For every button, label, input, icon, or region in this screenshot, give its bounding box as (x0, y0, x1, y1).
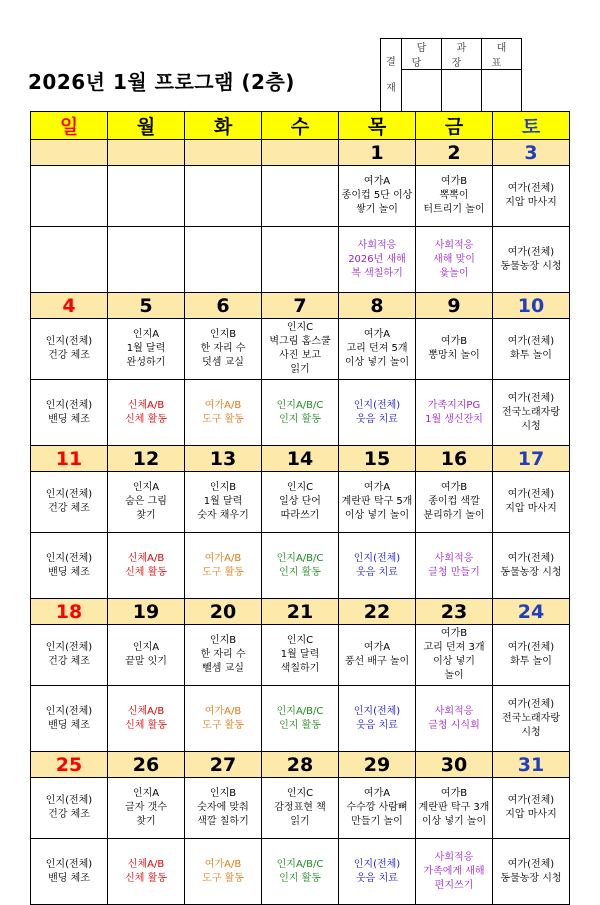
activity-text: 인지A/B/C 인지 활동 (276, 552, 324, 578)
activity-text: 인지A/B/C 인지 활동 (276, 705, 324, 731)
activity-cell (416, 227, 493, 293)
activity-text: 여가A/B 도구 활동 (202, 705, 244, 731)
date-cell: 13 (185, 446, 262, 472)
activity-text: 인지(전체) 밴딩 체조 (45, 399, 93, 425)
activity-text: 여가A/B 도구 활동 (202, 858, 244, 884)
weekday-sun: 일 (31, 112, 108, 140)
activity-cell (185, 166, 262, 227)
date-cell: 29 (339, 752, 416, 778)
date-cell: 3 (493, 140, 570, 166)
activity-text: 인지(전체) 건강 체조 (45, 642, 93, 667)
activity-text: 사회적응 새해 맞이 윷놀이 (433, 239, 475, 279)
activity-text: 인지A 글자 갯수 찾기 (125, 788, 167, 827)
activity-cell (108, 778, 185, 839)
date-cell: 27 (185, 752, 262, 778)
activity-cell (262, 472, 339, 533)
activity-cell (416, 166, 493, 227)
activity-text: 여가B 계란판 탁구 3개 이상 넣기 놀이 (418, 788, 490, 827)
weekday-header-row (31, 112, 570, 140)
activity-text: 인지(전체) 웃음 치료 (353, 858, 401, 884)
activity-cell (339, 686, 416, 752)
date-row (31, 140, 570, 166)
activity-cell (108, 625, 185, 686)
activity-text: 사회적응 가족에게 새해 편지쓰기 (423, 851, 485, 891)
activity-text: 여가(전체) 전국노래자랑 시청 (502, 392, 560, 432)
activity-text: 인지A 숨은 그림 찾기 (125, 482, 167, 521)
activity-cell (339, 227, 416, 293)
date-row (31, 446, 570, 472)
activity-cell (339, 625, 416, 686)
date-row (31, 293, 570, 319)
activity-cell (493, 472, 570, 533)
activity-cell (493, 625, 570, 686)
date-cell: 2 (416, 140, 493, 166)
activity-text: 여가A 종이컵 5단 이상 쌓기 놀이 (341, 176, 413, 215)
activity-text: 인지B 한 자리 수 덧셈 교실 (200, 329, 246, 368)
date-cell (262, 140, 339, 166)
activity-cell (108, 227, 185, 293)
activity-cell (185, 319, 262, 380)
date-cell: 8 (339, 293, 416, 319)
activity-text: 여가(전체) 동물농장 시청 (500, 858, 562, 884)
activity-cell (108, 533, 185, 599)
activity-cell (185, 778, 262, 839)
activity-cell (185, 533, 262, 599)
activity-text: 신체A/B 신체 활동 (125, 552, 167, 578)
activity-text: 여가A 풍선 배구 놀이 (344, 642, 410, 667)
activity-cell (493, 319, 570, 380)
activity-cell (185, 686, 262, 752)
activity-text: 인지C 일상 단어 따라쓰기 (279, 482, 321, 521)
approval-sign-chief[interactable] (442, 70, 482, 113)
activity-cell (493, 227, 570, 293)
approval-sign-ceo[interactable] (482, 70, 522, 113)
activity-cell (416, 319, 493, 380)
approval-header-ceo: 대표 (482, 39, 522, 70)
approval-header-manager: 담당 (402, 39, 442, 70)
approval-header-chief: 과장 (442, 39, 482, 70)
weekday-sat: 토 (493, 112, 570, 140)
date-cell: 28 (262, 752, 339, 778)
activity-text: 신체A/B 신체 활동 (125, 858, 167, 884)
date-cell: 4 (31, 293, 108, 319)
activity-cell (416, 686, 493, 752)
activity-text: 인지B 한 자리 수 뺄셈 교실 (200, 635, 246, 674)
activity-text: 여가(전체) 동물농장 시청 (500, 552, 562, 578)
date-cell (31, 140, 108, 166)
weekday-wed: 수 (262, 112, 339, 140)
date-cell: 1 (339, 140, 416, 166)
activity-cell (262, 625, 339, 686)
activity-cell (262, 686, 339, 752)
activity-text: 여가(전체) 화투 놀이 (507, 642, 555, 667)
activity-cell (339, 380, 416, 446)
activity-cell (108, 319, 185, 380)
date-cell: 25 (31, 752, 108, 778)
activity-text: 인지C 벽그림 홈스쿨 사진 보고 읽기 (269, 322, 331, 375)
activity-text: 인지(전체) 건강 체조 (45, 336, 93, 361)
activity-cell (31, 686, 108, 752)
calendar-table (30, 111, 570, 905)
activity-text: 여가A 수수깡 사람뼈 만들기 놀이 (346, 788, 408, 827)
activity-row (31, 839, 570, 905)
activity-cell (31, 319, 108, 380)
date-cell: 11 (31, 446, 108, 472)
activity-row (31, 227, 570, 293)
activity-text: 여가A 계란판 탁구 5개 이상 넣기 놀이 (341, 482, 413, 521)
activity-text: 여가(전체) 지압 마사지 (505, 795, 557, 820)
activity-row (31, 319, 570, 380)
activity-cell (185, 380, 262, 446)
activity-cell (31, 380, 108, 446)
activity-text: 사회적응 2026년 새해 복 색칠하기 (348, 239, 406, 279)
activity-cell (31, 625, 108, 686)
activity-cell (185, 625, 262, 686)
activity-cell (108, 686, 185, 752)
activity-cell (31, 533, 108, 599)
activity-text: 여가A/B 도구 활동 (202, 552, 244, 578)
activity-text: 인지A/B/C 인지 활동 (276, 399, 324, 425)
activity-text: 인지(전체) 밴딩 체조 (45, 552, 93, 578)
activity-cell (262, 778, 339, 839)
activity-cell (339, 472, 416, 533)
activity-cell (262, 227, 339, 293)
date-cell: 6 (185, 293, 262, 319)
weekday-fri: 금 (416, 112, 493, 140)
activity-cell (416, 625, 493, 686)
activity-cell (339, 839, 416, 905)
activity-text: 여가A/B 도구 활동 (202, 399, 244, 425)
date-cell: 31 (493, 752, 570, 778)
activity-text: 인지A 끝말 잇기 (125, 642, 167, 667)
activity-text: 여가B 뽁뽁이 터트리기 놀이 (423, 176, 485, 215)
activity-cell (185, 472, 262, 533)
activity-cell (108, 380, 185, 446)
activity-cell (262, 839, 339, 905)
activity-text: 사회적응 글청 시식회 (428, 705, 480, 731)
page-title: 2026년 1월 프로그램 (2층) (28, 70, 295, 94)
date-cell: 17 (493, 446, 570, 472)
activity-text: 여가(전체) 화투 놀이 (507, 336, 555, 361)
date-cell: 26 (108, 752, 185, 778)
activity-cell (31, 227, 108, 293)
activity-text: 여가B 종이컵 색깔 분리하기 놀이 (423, 482, 485, 521)
activity-row (31, 686, 570, 752)
date-cell: 16 (416, 446, 493, 472)
activity-cell (31, 839, 108, 905)
weekday-mon: 월 (108, 112, 185, 140)
activity-text: 인지(전체) 건강 체조 (45, 489, 93, 514)
activity-text: 인지(전체) 웃음 치료 (353, 705, 401, 731)
date-cell: 22 (339, 599, 416, 625)
activity-text: 인지A 1월 달력 완성하기 (126, 329, 166, 368)
activity-row (31, 778, 570, 839)
date-cell: 23 (416, 599, 493, 625)
approval-label (381, 39, 402, 113)
activity-row (31, 380, 570, 446)
activity-text: 여가B 뽕망치 놀이 (428, 336, 480, 361)
activity-cell (416, 380, 493, 446)
approval-label-top: 결 (386, 56, 396, 68)
activity-text: 인지C 1월 달력 색칠하기 (280, 635, 320, 674)
activity-text: 여가A 고리 던져 5개 이상 넣기 놀이 (344, 329, 410, 368)
approval-box (380, 38, 522, 113)
activity-text: 인지(전체) 밴딩 체조 (45, 858, 93, 884)
activity-cell (262, 319, 339, 380)
date-cell: 20 (185, 599, 262, 625)
date-cell: 18 (31, 599, 108, 625)
activity-cell (185, 227, 262, 293)
activity-text: 인지B 숫자에 맞춰 색깔 칠하기 (197, 788, 249, 827)
activity-text: 인지(전체) 웃음 치료 (353, 399, 401, 425)
activity-text: 인지(전체) 웃음 치료 (353, 552, 401, 578)
activity-text: 여가(전체) 전국노래자랑 시청 (502, 698, 560, 738)
weekday-tue: 화 (185, 112, 262, 140)
date-cell (185, 140, 262, 166)
activity-cell (262, 533, 339, 599)
activity-cell (108, 839, 185, 905)
activity-row (31, 533, 570, 599)
activity-cell (339, 778, 416, 839)
activity-text: 인지B 1월 달력 숫자 채우기 (197, 482, 249, 521)
activity-text: 인지(전체) 건강 체조 (45, 795, 93, 820)
activity-cell (108, 166, 185, 227)
activity-cell (493, 533, 570, 599)
activity-cell (262, 166, 339, 227)
activity-cell (31, 166, 108, 227)
activity-cell (416, 472, 493, 533)
activity-cell (493, 166, 570, 227)
date-cell: 5 (108, 293, 185, 319)
activity-text: 신체A/B 신체 활동 (125, 705, 167, 731)
activity-text: 여가(전체) 지압 마사지 (505, 183, 557, 208)
date-cell: 14 (262, 446, 339, 472)
date-cell: 19 (108, 599, 185, 625)
activity-cell (493, 778, 570, 839)
activity-cell (185, 839, 262, 905)
activity-text: 여가(전체) 동물농장 시청 (500, 246, 562, 272)
date-cell: 24 (493, 599, 570, 625)
activity-cell (493, 686, 570, 752)
activity-text: 여가B 고리 던져 3개 이상 넣기 놀이 (423, 628, 485, 681)
activity-cell (416, 778, 493, 839)
date-row (31, 752, 570, 778)
activity-text: 인지A/B/C 인지 활동 (276, 858, 324, 884)
activity-cell (262, 380, 339, 446)
approval-label-bottom: 재 (386, 82, 396, 94)
approval-sign-manager[interactable] (402, 70, 442, 113)
date-cell: 30 (416, 752, 493, 778)
activity-cell (416, 533, 493, 599)
activity-cell (31, 472, 108, 533)
date-cell: 12 (108, 446, 185, 472)
activity-row (31, 625, 570, 686)
date-row (31, 599, 570, 625)
activity-cell (493, 380, 570, 446)
activity-cell (339, 319, 416, 380)
activity-cell (339, 533, 416, 599)
date-cell: 9 (416, 293, 493, 319)
date-cell: 21 (262, 599, 339, 625)
activity-cell (108, 472, 185, 533)
activity-row (31, 166, 570, 227)
activity-text: 인지(전체) 밴딩 체조 (45, 705, 93, 731)
activity-text: 가족지지PG 1월 생신잔치 (425, 399, 483, 425)
activity-cell (31, 778, 108, 839)
date-cell: 10 (493, 293, 570, 319)
activity-text: 인지C 감정표현 책 읽기 (274, 788, 326, 827)
activity-cell (339, 166, 416, 227)
date-cell: 15 (339, 446, 416, 472)
activity-row (31, 472, 570, 533)
activity-cell (493, 839, 570, 905)
activity-cell (416, 839, 493, 905)
activity-text: 신체A/B 신체 활동 (125, 399, 167, 425)
activity-text: 사회적응 글청 만들기 (428, 552, 480, 578)
date-cell: 7 (262, 293, 339, 319)
date-cell (108, 140, 185, 166)
weekday-thu: 목 (339, 112, 416, 140)
activity-text: 여가(전체) 지압 마사지 (505, 489, 557, 514)
